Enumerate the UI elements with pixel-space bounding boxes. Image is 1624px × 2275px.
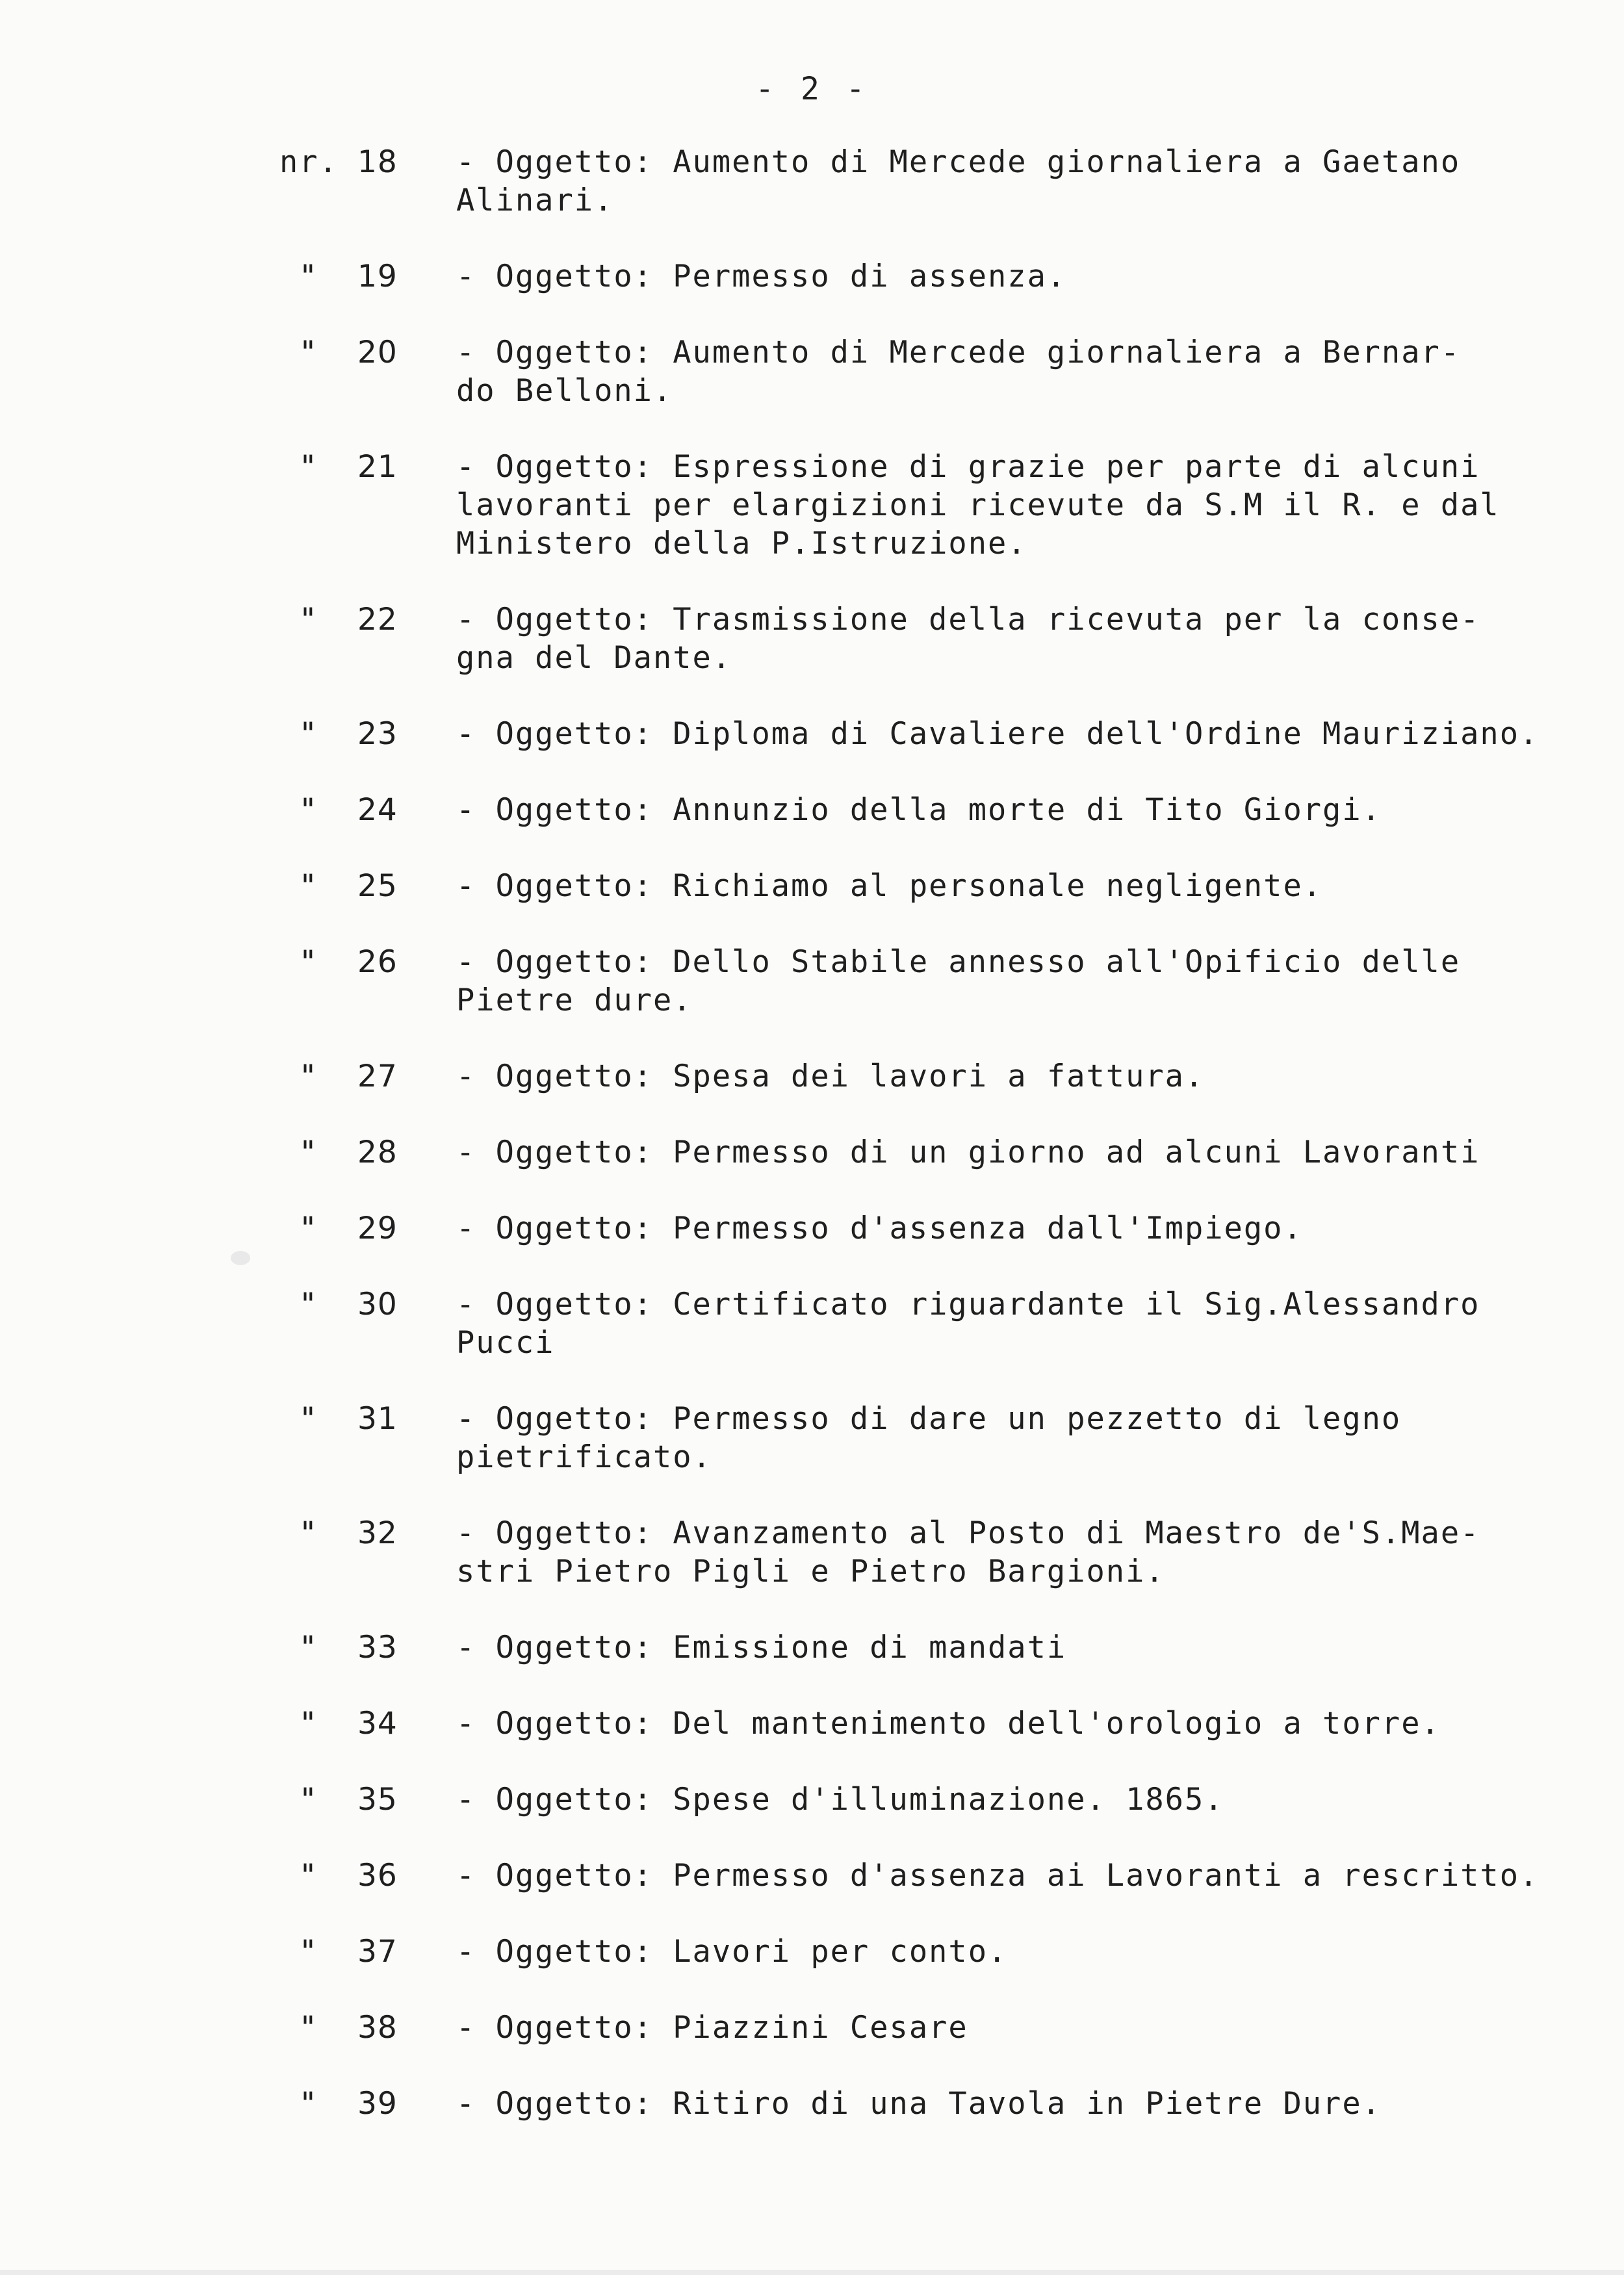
entry-list [279,143,1573,2161]
entry-prefix: " [298,2086,318,2122]
entry-prefix: " [298,716,318,752]
list-item [279,1400,1573,1476]
entry-number: 26 [357,944,398,980]
entry-text: - Oggetto: Lavori per conto. [456,1934,1008,1970]
page-number: - 2 - [755,71,869,107]
entry-prefix: " [298,1706,318,1742]
entry-prefix: " [298,2010,318,2046]
entry-prefix: " [298,1059,318,1094]
list-item [279,1285,1573,1362]
list-item [279,2009,1573,2047]
entry-prefix: " [298,792,318,828]
entry-text: - Oggetto: Spese d'illuminazione. 1865. [456,1782,1224,1818]
list-item [279,448,1573,563]
entry-number: 18 [357,144,398,180]
entry-number: 39 [357,2086,398,2122]
entry-number: 31 [357,1401,398,1437]
list-item [279,1057,1573,1096]
entry-text: - Oggetto: Ritiro di una Tavola in Pietre Dure. [456,2086,1382,2122]
entry-text: - Oggetto: Annunzio della morte di Tito Giorgi. [456,792,1382,828]
entry-text: - Oggetto: Del mantenimento dell'orologio a torre. [456,1706,1441,1742]
list-item [279,1628,1573,1667]
list-item [279,791,1573,829]
entry-text: - Oggetto: Permesso di dare un pezzetto di legno pietrificato. [456,1401,1402,1475]
entry-number: 32 [357,1515,398,1551]
entry-prefix: " [298,449,318,485]
entry-prefix: nr. [279,144,339,180]
entry-number: 22 [357,602,398,637]
list-item [279,1780,1573,1819]
list-item [279,333,1573,410]
entry-number: 30 [357,1287,398,1322]
entry-text: - Oggetto: Certificato riguardante il Sig.Alessandro Pucci [456,1287,1480,1361]
entry-prefix: " [298,1135,318,1170]
entry-number: 38 [357,2010,398,2046]
entry-prefix: " [298,944,318,980]
entry-prefix: " [298,1934,318,1970]
entry-prefix: " [298,259,318,294]
entry-number: 33 [357,1630,398,1665]
list-item [279,943,1573,1020]
list-item [279,143,1573,220]
entry-number: 27 [357,1059,398,1094]
entry-text: - Oggetto: Trasmissione della ricevuta per la conse- gna del Dante. [456,602,1480,676]
entry-number: 21 [357,449,398,485]
entry-text: - Oggetto: Permesso d'assenza ai Lavoranti a rescritto. [456,1858,1540,1894]
list-item [279,600,1573,677]
entry-prefix: " [298,1782,318,1818]
entry-text: - Oggetto: Permesso di assenza. [456,259,1067,294]
entry-number: 20 [357,335,398,370]
entry-text: - Oggetto: Piazzini Cesare [456,2010,968,2046]
entry-prefix: " [298,335,318,370]
entry-prefix: " [298,1630,318,1665]
entry-number: 24 [357,792,398,828]
list-item [279,1209,1573,1248]
list-item [279,867,1573,905]
entry-number: 23 [357,716,398,752]
entry-text: - Oggetto: Spesa dei lavori a fattura. [456,1059,1205,1094]
entry-text: - Oggetto: Dello Stabile annesso all'Opificio delle Pietre dure. [456,944,1461,1018]
scan-edge [0,2270,1624,2275]
list-item [279,1933,1573,1971]
entry-text: - Oggetto: Aumento di Mercede giornaliera a Bernar- do Belloni. [456,335,1461,409]
list-item [279,1857,1573,1895]
list-item [279,1133,1573,1172]
entry-number: 34 [357,1706,398,1742]
entry-prefix: " [298,1287,318,1322]
entry-prefix: " [298,1858,318,1894]
list-item [279,1514,1573,1591]
entry-number: 36 [357,1858,398,1894]
entry-prefix: " [298,1401,318,1437]
entry-text: - Oggetto: Permesso di un giorno ad alcuni Lavoranti [456,1135,1480,1170]
entry-prefix: " [298,1515,318,1551]
entry-number: 29 [357,1211,398,1246]
entry-number: 28 [357,1135,398,1170]
entry-text: - Oggetto: Emissione di mandati [456,1630,1067,1665]
entry-prefix: " [298,1211,318,1246]
entry-number: 19 [357,259,398,294]
entry-number: 37 [357,1934,398,1970]
entry-prefix: " [298,868,318,904]
list-item [279,2085,1573,2123]
entry-text: - Oggetto: Richiamo al personale negligente. [456,868,1323,904]
entry-text: - Oggetto: Aumento di Mercede giornaliera a Gaetano Alinari. [456,144,1461,218]
list-item [279,715,1573,753]
list-item [279,257,1573,296]
list-item [279,1704,1573,1743]
entry-prefix: " [298,602,318,637]
entry-text: - Oggetto: Permesso d'assenza dall'Impiego. [456,1211,1303,1246]
entry-text: - Oggetto: Espressione di grazie per parte di alcuni lavoranti per elargizioni ricevute da S.M il R. e dal Ministero della P.Istruzione. [456,449,1500,561]
scan-speck [231,1251,250,1265]
entry-text: - Oggetto: Diploma di Cavaliere dell'Ordine Mauriziano. [456,716,1540,752]
entry-text: - Oggetto: Avanzamento al Posto di Maestro de'S.Mae- stri Pietro Pigli e Pietro Bargioni. [456,1515,1480,1589]
entry-number: 35 [357,1782,398,1818]
entry-number: 25 [357,868,398,904]
